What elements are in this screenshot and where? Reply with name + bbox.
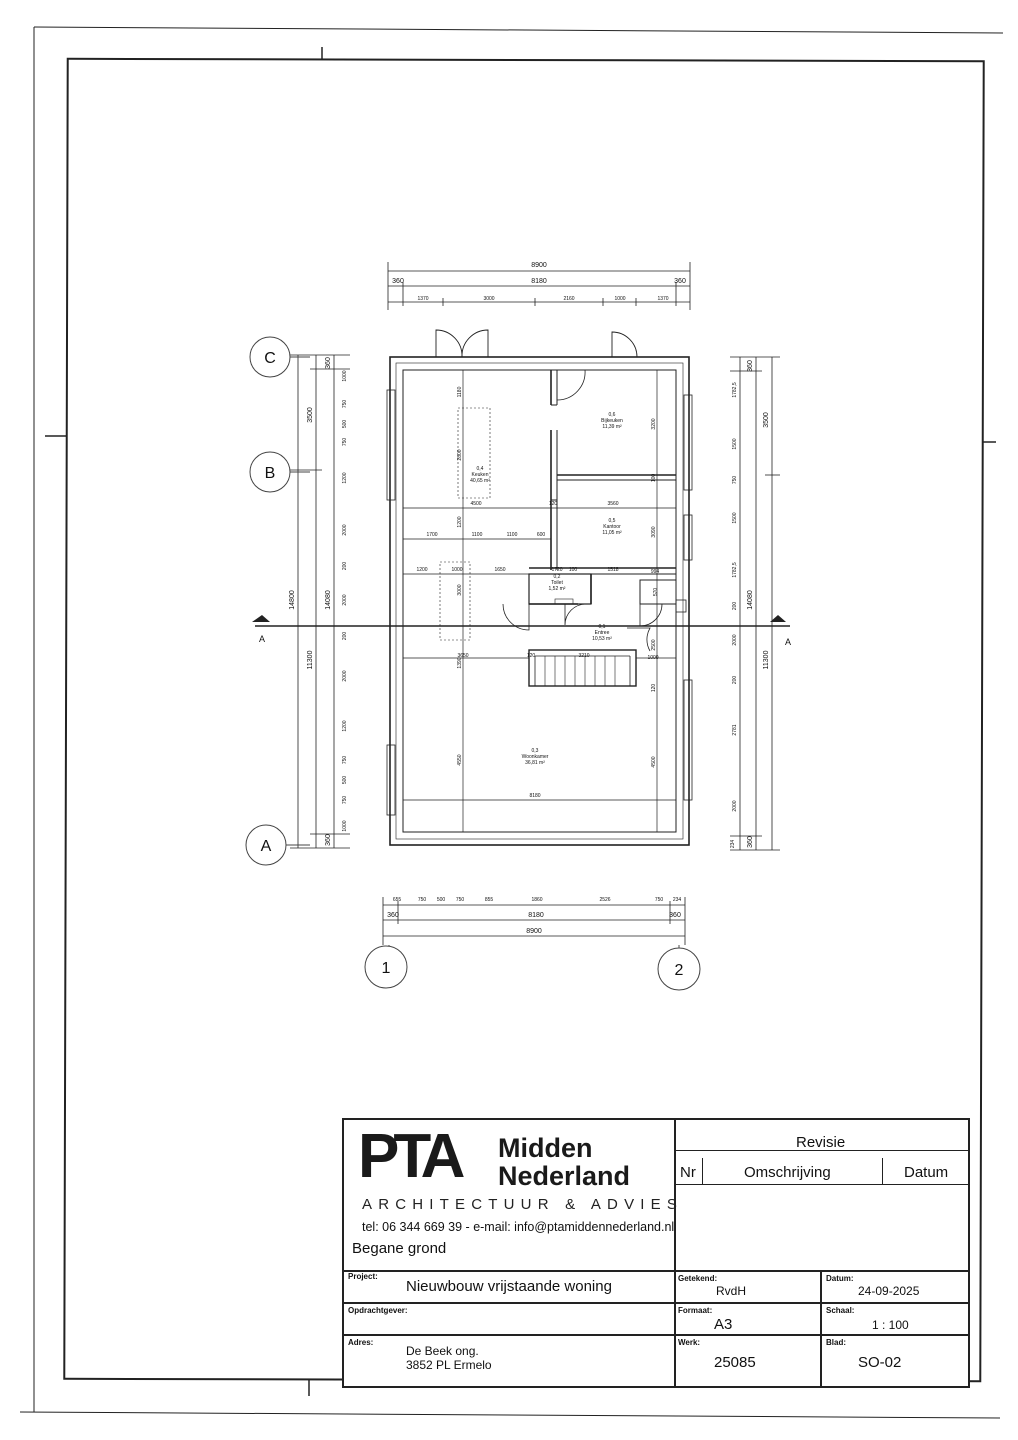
dim-inner: 1100 bbox=[506, 532, 518, 538]
dim-right-segment: 1500 bbox=[732, 438, 738, 450]
dim-bottom-split: 360 bbox=[669, 912, 681, 919]
dim-top-segment: 1370 bbox=[657, 296, 669, 302]
dim-bottom-segment: 2526 bbox=[599, 897, 611, 903]
dim-inner: 120 bbox=[548, 501, 558, 507]
dim-bottom-segment: 750 bbox=[417, 897, 427, 903]
grid-bubbles bbox=[246, 337, 700, 990]
dim-bottom-segment: 750 bbox=[455, 897, 465, 903]
dim-left-segment: 1200 bbox=[342, 472, 348, 484]
floor-plan bbox=[252, 330, 790, 845]
dim-right-upper: 3500 bbox=[763, 412, 770, 428]
scale-value: 1 : 100 bbox=[872, 1318, 909, 1332]
dim-right-segment: 750 bbox=[732, 475, 738, 485]
date-label: Datum: bbox=[826, 1274, 854, 1283]
dim-left-outer: 14800 bbox=[289, 590, 296, 610]
dim-bottom-segment: 234 bbox=[672, 897, 682, 903]
dim-inner: 1720 bbox=[551, 567, 563, 573]
outer-wall bbox=[390, 357, 689, 845]
room-number: 0,2 bbox=[553, 574, 561, 580]
room-name: Bijkeuken bbox=[601, 418, 623, 424]
dim-left-segment: 750 bbox=[342, 755, 348, 765]
dim-left-segment: 750 bbox=[342, 795, 348, 805]
drawn-by-value: RvdH bbox=[716, 1284, 747, 1298]
room-area: 11,39 m² bbox=[602, 424, 622, 430]
revision-heading: Revisie bbox=[796, 1134, 846, 1151]
dim-right-inner: 14080 bbox=[747, 590, 754, 610]
dim-bottom-segment: 1860 bbox=[531, 897, 543, 903]
project-label: Project: bbox=[348, 1272, 378, 1281]
dim-inner-vertical: 4550 bbox=[457, 754, 463, 766]
dim-left-segment: 1000 bbox=[342, 820, 348, 832]
dim-top-segment: 2160 bbox=[563, 296, 575, 302]
dim-inner-vertical: 3000 bbox=[457, 584, 463, 596]
job-value: 25085 bbox=[714, 1354, 756, 1371]
dim-right-segment: 234 bbox=[730, 839, 736, 849]
company-contact: tel: 06 344 669 39 - e-mail: info@ptamiddennederland.nl bbox=[362, 1220, 675, 1234]
dim-left-small: 360 bbox=[325, 834, 332, 846]
grid-label-2: 2 bbox=[674, 962, 684, 979]
address-line-2: 3852 PL Ermelo bbox=[406, 1358, 492, 1372]
format-value: A3 bbox=[714, 1316, 733, 1333]
room-name: Entree bbox=[594, 630, 610, 636]
section-label-left: A bbox=[258, 634, 266, 644]
dim-inner: 3650 bbox=[457, 653, 469, 659]
address-line-1: De Beek ong. bbox=[406, 1344, 479, 1358]
dim-inner: 8180 bbox=[529, 793, 541, 799]
dim-overall-bottom: 8900 bbox=[526, 928, 542, 935]
dim-right-segment: 1782,5 bbox=[732, 562, 738, 578]
scale-label: Schaal: bbox=[826, 1306, 855, 1315]
room-area: 40,65 m² bbox=[470, 478, 490, 484]
project-value: Nieuwbouw vrijstaande woning bbox=[406, 1278, 612, 1295]
dim-left-segment: 750 bbox=[342, 399, 348, 409]
grid-label-a: A bbox=[260, 838, 272, 855]
dim-left-segment: 500 bbox=[342, 419, 348, 429]
grid-label-1: 1 bbox=[381, 960, 391, 977]
drawing-title: Begane grond bbox=[352, 1240, 447, 1257]
room-number: 0,1 bbox=[598, 624, 606, 630]
room-area: 10,53 m² bbox=[592, 636, 612, 642]
logo-line-1: Midden bbox=[498, 1133, 593, 1163]
dim-right-outer: 11300 bbox=[763, 650, 770, 670]
date-value: 24-09-2025 bbox=[858, 1284, 920, 1298]
company-logo bbox=[358, 1122, 678, 1192]
room-number: 0,5 bbox=[608, 518, 616, 524]
dim-inner: 1000 bbox=[451, 567, 463, 573]
dim-inner-vertical: 3200 bbox=[651, 418, 657, 430]
sheet-value: SO-02 bbox=[858, 1354, 902, 1371]
dim-right-segment: 200 bbox=[732, 675, 738, 685]
dim-left-segment: 200 bbox=[342, 561, 348, 571]
dim-right-segment: 2000 bbox=[732, 800, 738, 812]
dim-left-segment: 200 bbox=[342, 631, 348, 641]
room-name: Kantoor bbox=[603, 524, 621, 530]
room-area: 36,81 m² bbox=[525, 760, 545, 766]
dim-inner-vertical: 4500 bbox=[651, 756, 657, 768]
dim-left-segment: 2000 bbox=[342, 594, 348, 606]
dim-inner-vertical: 120 bbox=[651, 683, 657, 693]
dim-bottom-segment: 855 bbox=[484, 897, 494, 903]
room-area: 11,05 m² bbox=[602, 530, 622, 536]
room-area: 1,52 m² bbox=[548, 586, 566, 592]
dim-overall-top: 8900 bbox=[531, 262, 547, 269]
dim-right-segment: 1500 bbox=[732, 512, 738, 524]
dim-inner: 4500 bbox=[470, 501, 482, 507]
dim-top-split: 360 bbox=[392, 278, 404, 285]
dim-left-small: 360 bbox=[325, 357, 332, 369]
dim-bottom-segment: 655 bbox=[392, 897, 402, 903]
dim-top-segment: 1370 bbox=[417, 296, 429, 302]
job-label: Werk: bbox=[678, 1338, 701, 1347]
dim-left-upper: 3500 bbox=[307, 407, 314, 423]
dim-left-segment: 750 bbox=[342, 437, 348, 447]
room-number: 0,3 bbox=[531, 748, 539, 754]
dim-right-small: 360 bbox=[747, 360, 754, 372]
dim-inner: 3210 bbox=[578, 653, 590, 659]
dim-inner: 1200 bbox=[416, 567, 428, 573]
dim-inner: 1700 bbox=[426, 532, 438, 538]
room-name: Keuken bbox=[471, 472, 489, 478]
dim-left-segment: 2000 bbox=[342, 670, 348, 682]
dim-inner: 1650 bbox=[494, 567, 506, 573]
dim-inner: 120 bbox=[526, 653, 536, 659]
dim-bottom-split: 360 bbox=[387, 912, 399, 919]
room-name: Woonkamer bbox=[521, 754, 549, 760]
drawn-by-label: Getekend: bbox=[678, 1274, 718, 1283]
dim-inner-vertical: 570 bbox=[653, 587, 659, 597]
client-label: Opdrachtgever: bbox=[348, 1306, 408, 1315]
room-name: Toilet bbox=[551, 580, 563, 586]
dim-top-segment: 3000 bbox=[483, 296, 495, 302]
dim-right-segment: 200 bbox=[732, 601, 738, 611]
dim-bottom-segment: 500 bbox=[436, 897, 446, 903]
dim-inner: 600 bbox=[536, 532, 546, 538]
dim-inner: 100 bbox=[568, 567, 578, 573]
dim-right-segment: 1782,5 bbox=[732, 382, 738, 398]
dim-inner: 1000 bbox=[647, 655, 659, 661]
room-number: 0,4 bbox=[476, 466, 484, 472]
dim-top-split: 360 bbox=[674, 278, 686, 285]
dim-inner-vertical: 2800 bbox=[457, 449, 463, 461]
dim-inner: 3560 bbox=[607, 501, 619, 507]
revision-date-header: Datum bbox=[904, 1164, 949, 1181]
dim-right-segment: 2781 bbox=[732, 724, 738, 736]
title-block bbox=[342, 1118, 970, 1388]
dim-bottom-split: 8180 bbox=[528, 912, 544, 919]
revision-nr-header: Nr bbox=[680, 1164, 696, 1181]
dim-inner-vertical: 1180 bbox=[457, 386, 463, 398]
sheet-label: Blad: bbox=[826, 1338, 846, 1347]
dim-inner: 1100 bbox=[471, 532, 483, 538]
dim-left-segment: 500 bbox=[342, 775, 348, 785]
dim-left-segment: 1000 bbox=[342, 370, 348, 382]
logo-line-2: Nederland bbox=[498, 1161, 631, 1191]
room-number: 0,6 bbox=[608, 412, 616, 418]
dim-right-small: 360 bbox=[747, 836, 754, 848]
dim-inner-vertical: 1200 bbox=[457, 516, 463, 528]
dim-inner-vertical: 3090 bbox=[651, 526, 657, 538]
address-label: Adres: bbox=[348, 1338, 374, 1347]
section-label-right: A bbox=[784, 637, 792, 647]
dim-inner-vertical: 1390 bbox=[457, 657, 463, 669]
grid-label-c: C bbox=[264, 350, 276, 367]
dim-inner-vertical: 100 bbox=[651, 473, 657, 483]
dim-top-split: 8180 bbox=[531, 278, 547, 285]
dim-left-segment: 1200 bbox=[342, 720, 348, 732]
dim-left-lower: 11300 bbox=[307, 650, 314, 670]
company-subtitle: ARCHITECTUUR & ADVIES bbox=[362, 1196, 684, 1213]
dim-left-inner: 14080 bbox=[325, 590, 332, 610]
format-label: Formaat: bbox=[678, 1306, 713, 1315]
dim-inner: 1518 bbox=[607, 567, 619, 573]
dim-right-segment: 2000 bbox=[732, 634, 738, 646]
revision-description-header: Omschrijving bbox=[744, 1164, 831, 1181]
dim-inner-vertical: 2500 bbox=[651, 639, 657, 651]
dim-left-segment: 2000 bbox=[342, 524, 348, 536]
dim-top-segment: 1000 bbox=[614, 296, 626, 302]
dim-bottom-segment: 750 bbox=[654, 897, 664, 903]
logo-mark: PTA bbox=[358, 1122, 460, 1191]
dim-inner: 994 bbox=[650, 569, 660, 575]
dimension-lines bbox=[290, 262, 780, 950]
grid-label-b: B bbox=[264, 465, 276, 482]
